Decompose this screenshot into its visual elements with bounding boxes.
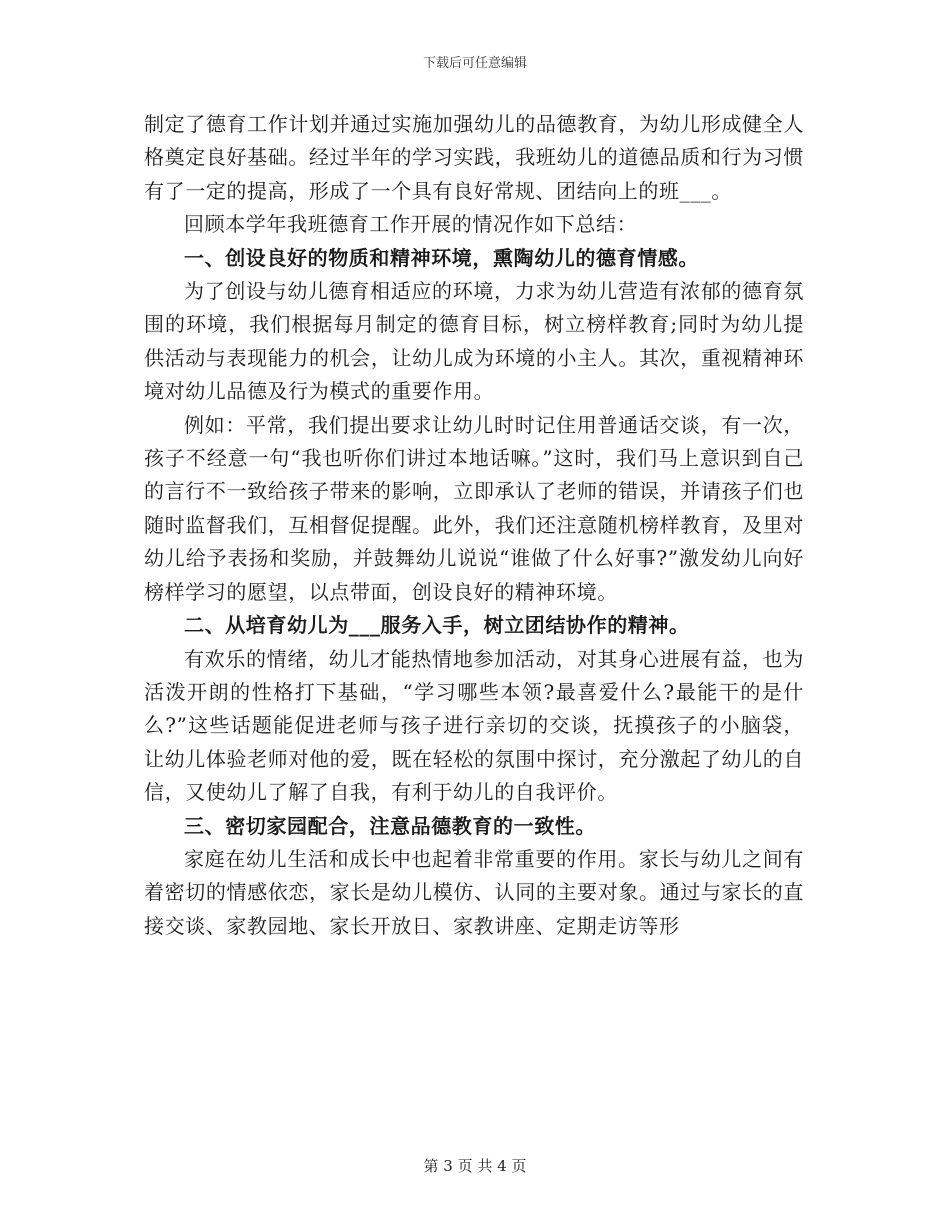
document-body xyxy=(144,108,804,943)
paragraph-section-1-a: 为了创设与幼儿德育相适应的环境，力求为幼儿营造有浓郁的德育氛围的环境，我们根据每月制定的德育目标，树立榜样教育;同时为幼儿提供活动与表现能力的机会，让幼儿成为环境的小主人。其次，重视精神环境对幼儿品德及行为模式的重要作用。 xyxy=(144,279,804,404)
paragraph-section-1-b: 例如：平常，我们提出要求让幼儿时时记住用普通话交谈，有一次，孩子不经意一句“我也听你们讲过本地话嘛。”这时，我们马上意识到自己的言行不一致给孩子带来的影响，立即承认了老师的错误，并请孩子们也随时监督我们，互相督促提醒。此外，我们还注意随机榜样教育，及里对幼儿给予表扬和奖励，并鼓舞幼儿说说“谁做了什么好事?”激发幼儿向好榜样学习的愿望，以点带面，创设良好的精神环境。 xyxy=(144,412,804,604)
page-header-note: 下载后可任意编辑 xyxy=(422,56,527,71)
paragraph-intro: 回顾本学年我班德育工作开展的情况作如下总结： xyxy=(184,212,638,237)
section-heading-1: 一、创设良好的物质和精神环境，熏陶幼儿的德育情感。 xyxy=(184,245,699,270)
section-heading-2: 二、从培育幼儿为___服务入手，树立团结协作的精神。 xyxy=(184,613,690,638)
page-number: 第 3 页 共 4 页 xyxy=(423,1157,527,1175)
section-heading-3: 三、密切家园配合，注意品德教育的一致性。 xyxy=(184,813,596,838)
paragraph-section-3: 家庭在幼儿生活和成长中也起着非常重要的作用。家长与幼儿之间有着密切的情感依恋，家长是幼儿模仿、认同的主要对象。通过与家长的直接交谈、家教园地、家长开放日、家教讲座、定期走访等形 xyxy=(144,846,804,938)
paragraph-continuation: 制定了德育工作计划并通过实施加强幼儿的品德教育，为幼儿形成健全人格奠定良好基础。经过半年的学习实践，我班幼儿的道德品质和行为习惯有了一定的提高，形成了一个具有良好常规、团结向上的班___。 xyxy=(144,112,804,203)
paragraph-section-2: 有欢乐的情绪，幼儿才能热情地参加活动，对其身心进展有益，也为活泼开朗的性格打下基础，“学习哪些本领?最喜爱什么?最能干的是什么?”这些话题能促进老师与孩子进行亲切的交谈，抚摸孩子的小脑袋，让幼儿体验老师对他的爱，既在轻松的氛围中探讨，充分激起了幼儿的自信，又使幼儿了解了自我，有利于幼儿的自我评价。 xyxy=(144,646,804,805)
